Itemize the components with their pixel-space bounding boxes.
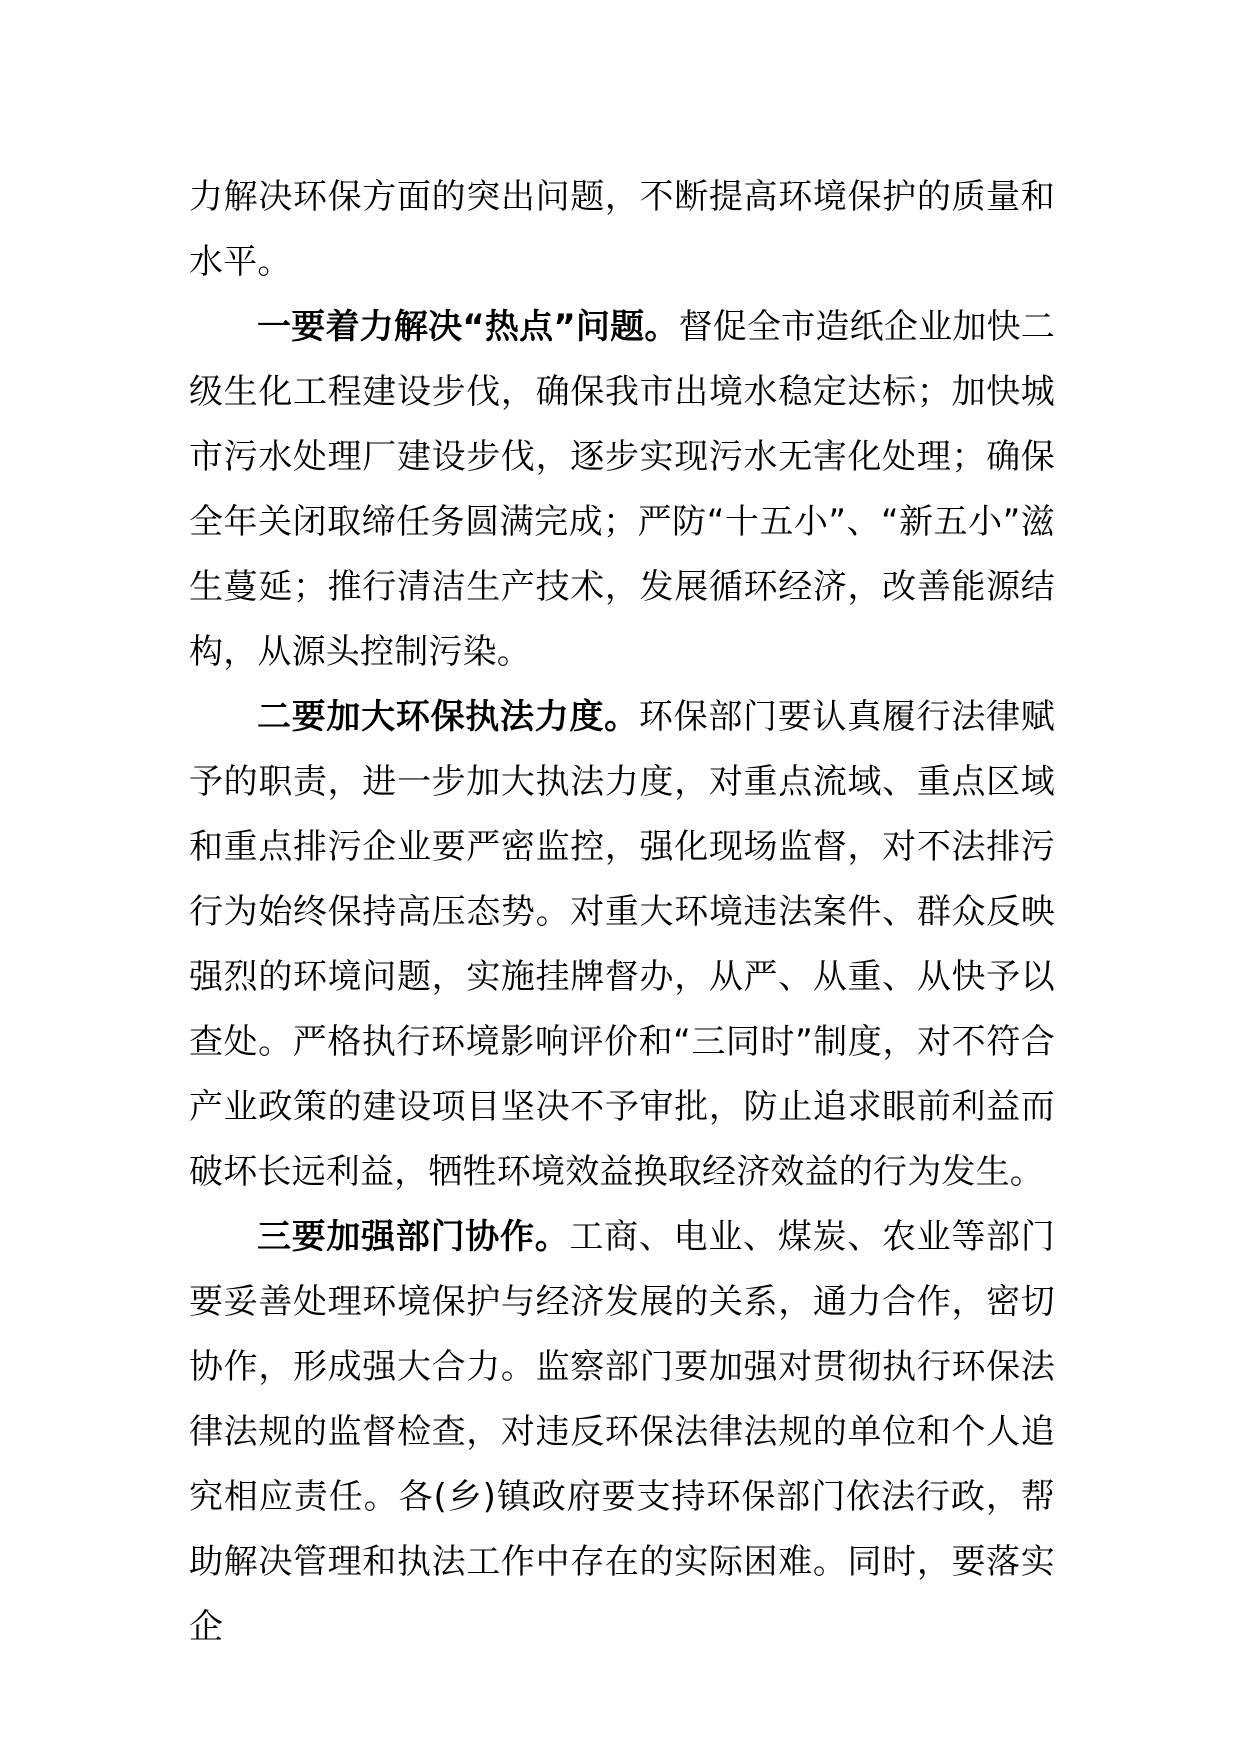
paragraph-law-enforcement [189,685,1055,1205]
paragraph-heading: 二要加大环保执法力度。 [257,697,639,737]
paragraph-hotspot-issues [189,295,1055,685]
paragraph-text: 环保部门要认真履行法律赋予的职责，进一步加大执法力度，对重点流域、重点区域和重点排污企业要严密监控，强化现场监督，对不法排污行为始终保持高压态势。对重大环境违法案件、群众反映强烈的环境问题，实施挂牌督办，从严、从重、从快予以查处。严格执行环境影响评价和“三同时”制度，对不符合产业政策的建设项目坚决不予审批，防止追求眼前利益而破坏长远利益，牺牲环境效益换取经济效益的行为发生。 [189,697,1056,1192]
paragraph-text: 工商、电业、煤炭、农业等部门要妥善处理环境保护与经济发展的关系，通力合作，密切协作，形成强大合力。监察部门要加强对贯彻执行环保法律法规的监督检查，对违反环保法律法规的单位和个人追究相应责任。各(乡)镇政府要支持环保部门依法行政，帮助解决管理和执法工作中存在的实际困难。同时，要落实企 [189,1217,1055,1647]
document-body [189,165,1055,1660]
paragraph-text: 督促全市造纸企业加快二级生化工程建设步伐，确保我市出境水稳定达标；加快城市污水处理厂建设步伐，逐步实现污水无害化处理；确保全年关闭取缔任务圆满完成；严防“十五小”、“新五小”滋生蔓延；推行清洁生产技术，发展循环经济，改善能源结构，从源头控制污染。 [189,307,1055,672]
paragraph-heading: 三要加强部门协作。 [257,1217,570,1257]
paragraph-department-cooperation [189,1205,1055,1660]
paragraph-continuation [189,165,1055,295]
paragraph-text: 力解决环保方面的突出问题，不断提高环境保护的质量和水平。 [189,177,1055,282]
paragraph-heading: 一要着力解决“热点”问题。 [257,307,679,347]
